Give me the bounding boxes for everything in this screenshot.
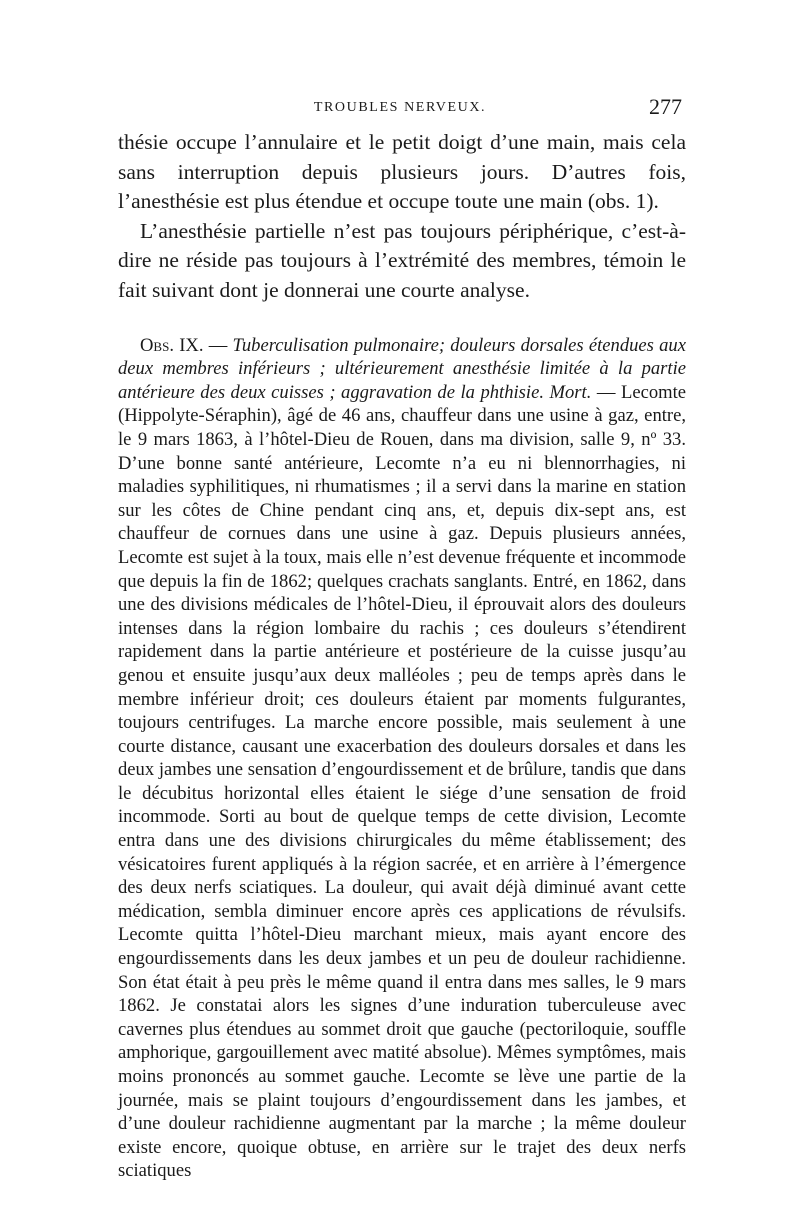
paragraph-continuation: thésie occupe l’annulaire et le petit doigt d’une main, mais cela sans interruption depuis plusieurs jours. D’autres fois, l’anesthésie est plus étendue et occupe toute une main (obs. 1). — [118, 130, 686, 214]
running-head — [118, 96, 682, 120]
lead-text — [118, 128, 686, 306]
observation-body: — Lecomte (Hippolyte-Séraphin), âgé de 46 ans, chauffeur dans une usine à gaz, entre, le 9 mars 1863, à l’hôtel-Dieu de Rouen, dans ma division, salle 9, nº 33. D’une bonne santé antérieure, Lecomte n’a eu ni blennorrhagies, ni maladies syphilitiques, ni rhumatismes ; il a servi dans la marine en station sur les côtes de Chine pendant cinq ans, et, depuis dix-sept ans, est chauffeur de cornues dans une usine à gaz. Depuis plusieurs années, Lecomte est sujet à la toux, mais elle n’est devenue fréquente et incommode que depuis la fin de 1862; quelques crachats sanglants. Entré, en 1862, dans une des divisions médicales de l’hôtel-Dieu, il éprouvait alors des douleurs intenses dans la région lombaire du rachis ; ces douleurs s’étendirent rapidement dans la partie antérieure et postérieure de la cuisse jusqu’au genou et ensuite jusqu’aux deux malléoles ; peu de temps après dans le membre inférieur droit; ces douleurs étaient par moments fulgurantes, toujours centrifuges. La marche encore possible, mais seulement à une courte distance, causant une exacerbation des douleurs dorsales et dans les deux jambes une sensation d’engourdissement et de brûlure, tandis que dans le décubitus horizontal elles étaient le siége d’une sensation de froid incommode. Sorti au bout de quelque temps de cette division, Lecomte entra dans une des divisions chirurgicales du même établissement; des vésicatoires furent appliqués à la région sacrée, et en arrière à l’émergence des deux nerfs sciatiques. La douleur, qui avait déjà diminué avant cette médication, sembla diminuer encore après ces applications de révulsifs. Lecomte quitta l’hôtel-Dieu marchant mieux, mais ayant encore des engourdissements dans les deux jambes et un peu de douleur rachidienne. Son état était à peu près le même quand il entra dans mes salles, le 9 mars 1862. Je constatai alors les signes d’une induration tuberculeuse avec cavernes plus étendues au sommet droit que gauche (pectoriloquie, souffle amphorique, gargouillement avec matité absolue). Mêmes symptômes, mais moins prononcés au sommet gauche. Lecomte se lève une partie de la journée, mais se plaint toujours d’engourdissement dans les jambes, et d’une douleur rachidienne augmentant par la marche ; la même douleur existe encore, quoique obtuse, en arrière sur le trajet des deux nerfs sciatiques — [118, 381, 686, 1182]
running-title: TROUBLES NERVEUX. — [313, 100, 487, 115]
paragraph-partial-anesthesia: L’anesthésie partielle n’est pas toujours périphérique, c’est-à-dire ne réside pas toujours à l’extrémité des membres, témoin le fait suivant dont je donnerai une courte analyse. — [118, 218, 686, 302]
observation-outcome: Mort. — [549, 381, 592, 403]
observation-label: Obs. IX. — — [140, 334, 228, 356]
page-number: 277 — [649, 94, 682, 119]
observation-paragraph — [118, 334, 686, 1183]
observation-title: Tuberculisation pulmonaire; douleurs dorsales étendues aux deux membres inférieurs ; ultérieurement anesthésie limitée à la partie antérieure des deux cuisses ; aggravation de la phthisie. — [118, 334, 686, 403]
